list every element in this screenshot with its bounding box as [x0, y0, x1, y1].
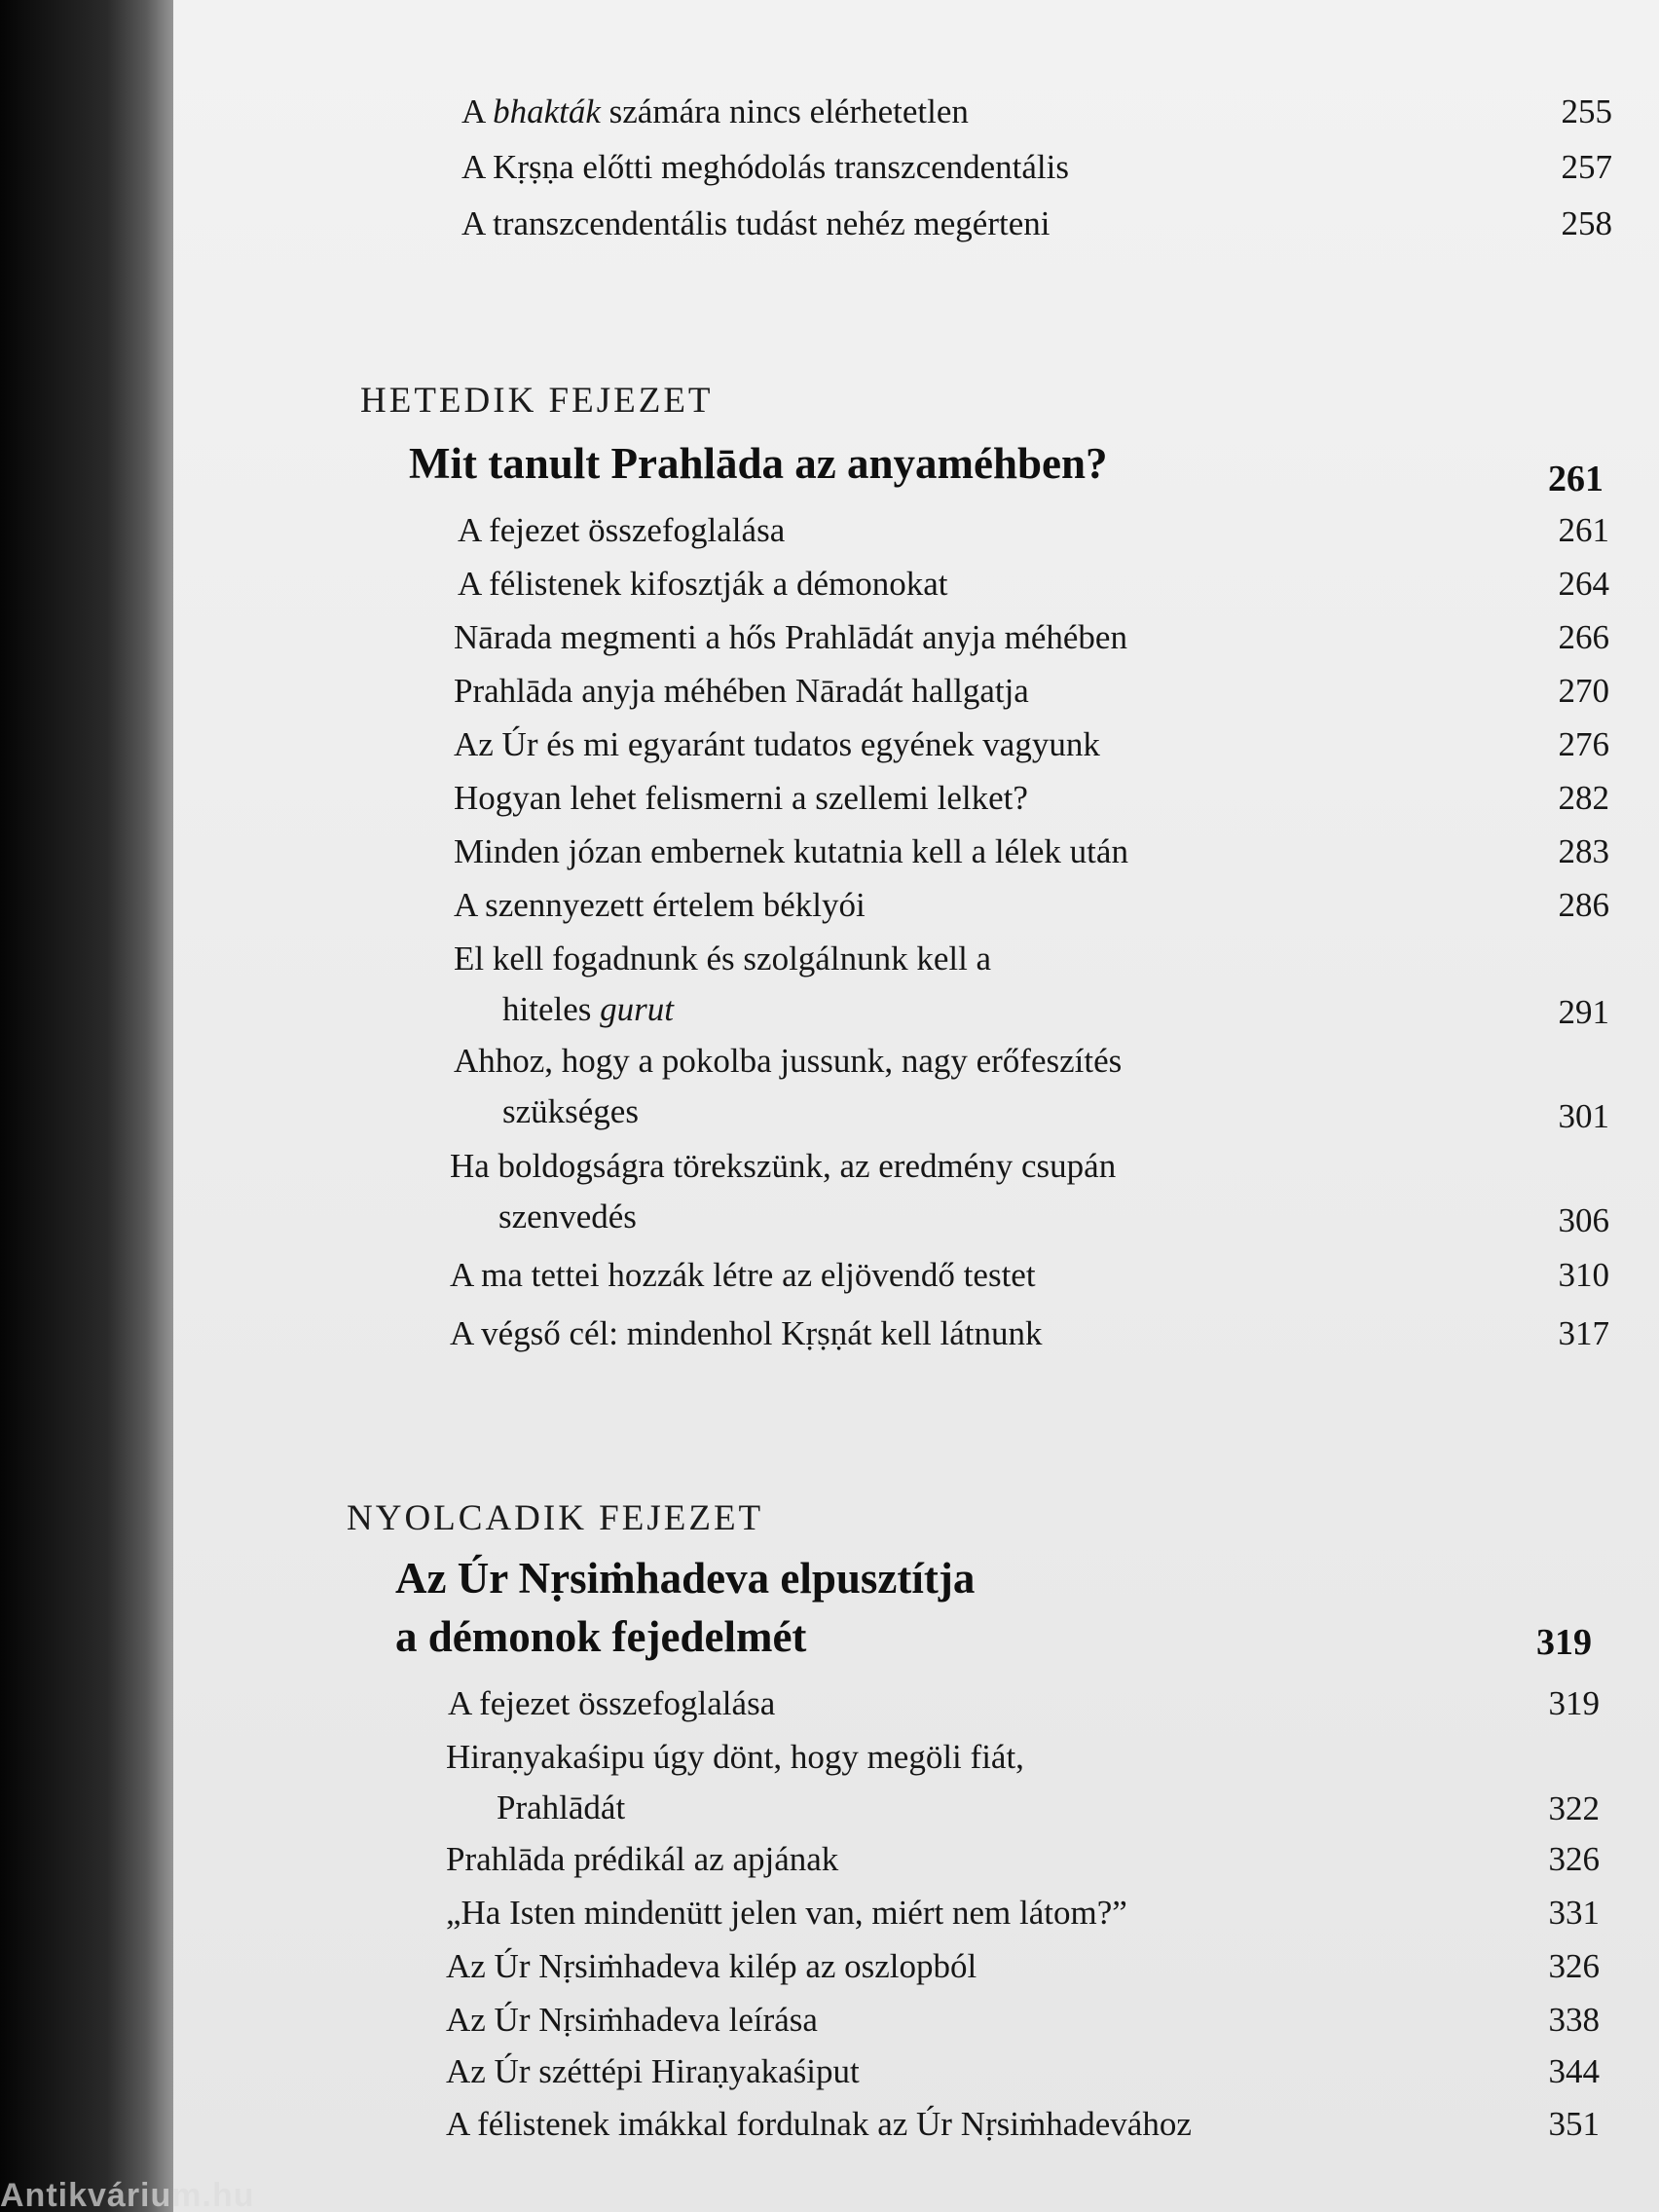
page-number: 270 [1558, 672, 1609, 710]
page-number: 319 [1548, 1684, 1600, 1722]
toc-entry: Ha boldogságra törekszünk, az eredmény csupán szenvedés 306 [450, 1147, 1609, 1239]
page-number: 286 [1558, 886, 1609, 924]
page-number: 258 [1561, 204, 1612, 242]
page-number: 283 [1558, 832, 1609, 870]
page-number: 310 [1558, 1256, 1609, 1294]
page-number: 257 [1561, 148, 1612, 186]
page-number: 266 [1558, 618, 1609, 656]
page-number: 282 [1558, 779, 1609, 817]
book-gutter-shadow [0, 0, 195, 2212]
book-page: A bhakták számára nincs elérhetetlen 255 A Kṛṣṇa előtti meghódolás transzcendentális 257 A transzcendentális tudást nehéz megérteni 258 HETEDIK FEJEZET Mit tanult Prahlāda az anyaméhben? 261 A fejezet összefoglalása 261 A félistenek kifosztják a démonokat 264 Nārada megmenti a hős Prahlādát anyja méhében 266 Prahlāda anyja méhében Nāradát hallgatja 270 Az Úr és mi egyaránt tudatos egyének vagyunk 276 Hogyan lehet felismerni a szellemi lelket? 282 Minden józan embernek kutatnia kell a lélek után 283 A szennyezett értelem béklyói 286 El kell fogadnunk és szolgálnunk kell a hiteles gurut 291 Ahhoz, hogy a pokolba jussunk, nagy erőfeszítés szükséges 301 Ha boldogságra törekszünk, az eredmény csupán szenvedés 306 A ma tettei hozzák létre az eljövendő testet 310 A végső cél: mindenhol Kṛṣṇát kell látnunk 317 NYOLCADIK FEJEZET Az Úr Nṛsiṁhadeva elpusztítja a démonok fejedelmét 319 A fejezet összefoglalása 319 Hiraṇyakaśipu úgy dönt, hogy megöli fiát, Prahlādát 322 Prahlāda prédikál az apjának 326 „Ha Isten mindenütt jelen van, miért nem látom?” 331 Az Úr Nṛsiṁhadeva kilép az oszlopból 326 Az Úr Nṛsiṁhadeva leírása 338 Az Úr széttépi Hiraṇyakaśiput 344 A félistenek imákkal fordulnak az Úr Nṛsiṁhadevához 351 [173, 0, 1659, 2212]
page-number: 306 [1558, 1201, 1609, 1239]
watermark: Antikvárium.hu [0, 2179, 255, 2212]
toc-entry: El kell fogadnunk és szolgálnunk kell a hiteles gurut 291 [454, 940, 1609, 1031]
page-number: 344 [1548, 2052, 1600, 2090]
page-number: 301 [1558, 1097, 1609, 1135]
chapter-label: HETEDIK FEJEZET [360, 381, 714, 421]
page-number: 291 [1558, 993, 1609, 1031]
page-number: 276 [1558, 725, 1609, 763]
chapter-label: NYOLCADIK FEJEZET [347, 1498, 764, 1538]
chapter-page-number: 261 [1548, 459, 1604, 499]
page-number: 338 [1548, 2001, 1600, 2039]
page-number: 261 [1558, 511, 1609, 549]
page-number: 322 [1548, 1789, 1600, 1827]
toc-entry: Ahhoz, hogy a pokolba jussunk, nagy erőfeszítés szükséges 301 [454, 1042, 1609, 1135]
page-number: 264 [1558, 565, 1609, 603]
chapter-title: Az Úr Nṛsiṁhadeva elpusztítja [395, 1554, 976, 1603]
page-number: 351 [1548, 2105, 1600, 2143]
page-number: 317 [1558, 1314, 1609, 1352]
chapter-title: Mit tanult Prahlāda az anyaméhben? [409, 439, 1108, 488]
chapter-title: a démonok fejedelmét [395, 1612, 807, 1661]
page-number: 255 [1561, 92, 1612, 130]
page-number: 326 [1548, 1947, 1600, 1985]
page-number: 331 [1548, 1894, 1600, 1932]
toc-entry: Hiraṇyakaśipu úgy dönt, hogy megöli fiát, Prahlādát 322 [446, 1738, 1600, 1827]
chapter-page-number: 319 [1536, 1622, 1592, 1663]
page-number: 326 [1548, 1840, 1600, 1878]
